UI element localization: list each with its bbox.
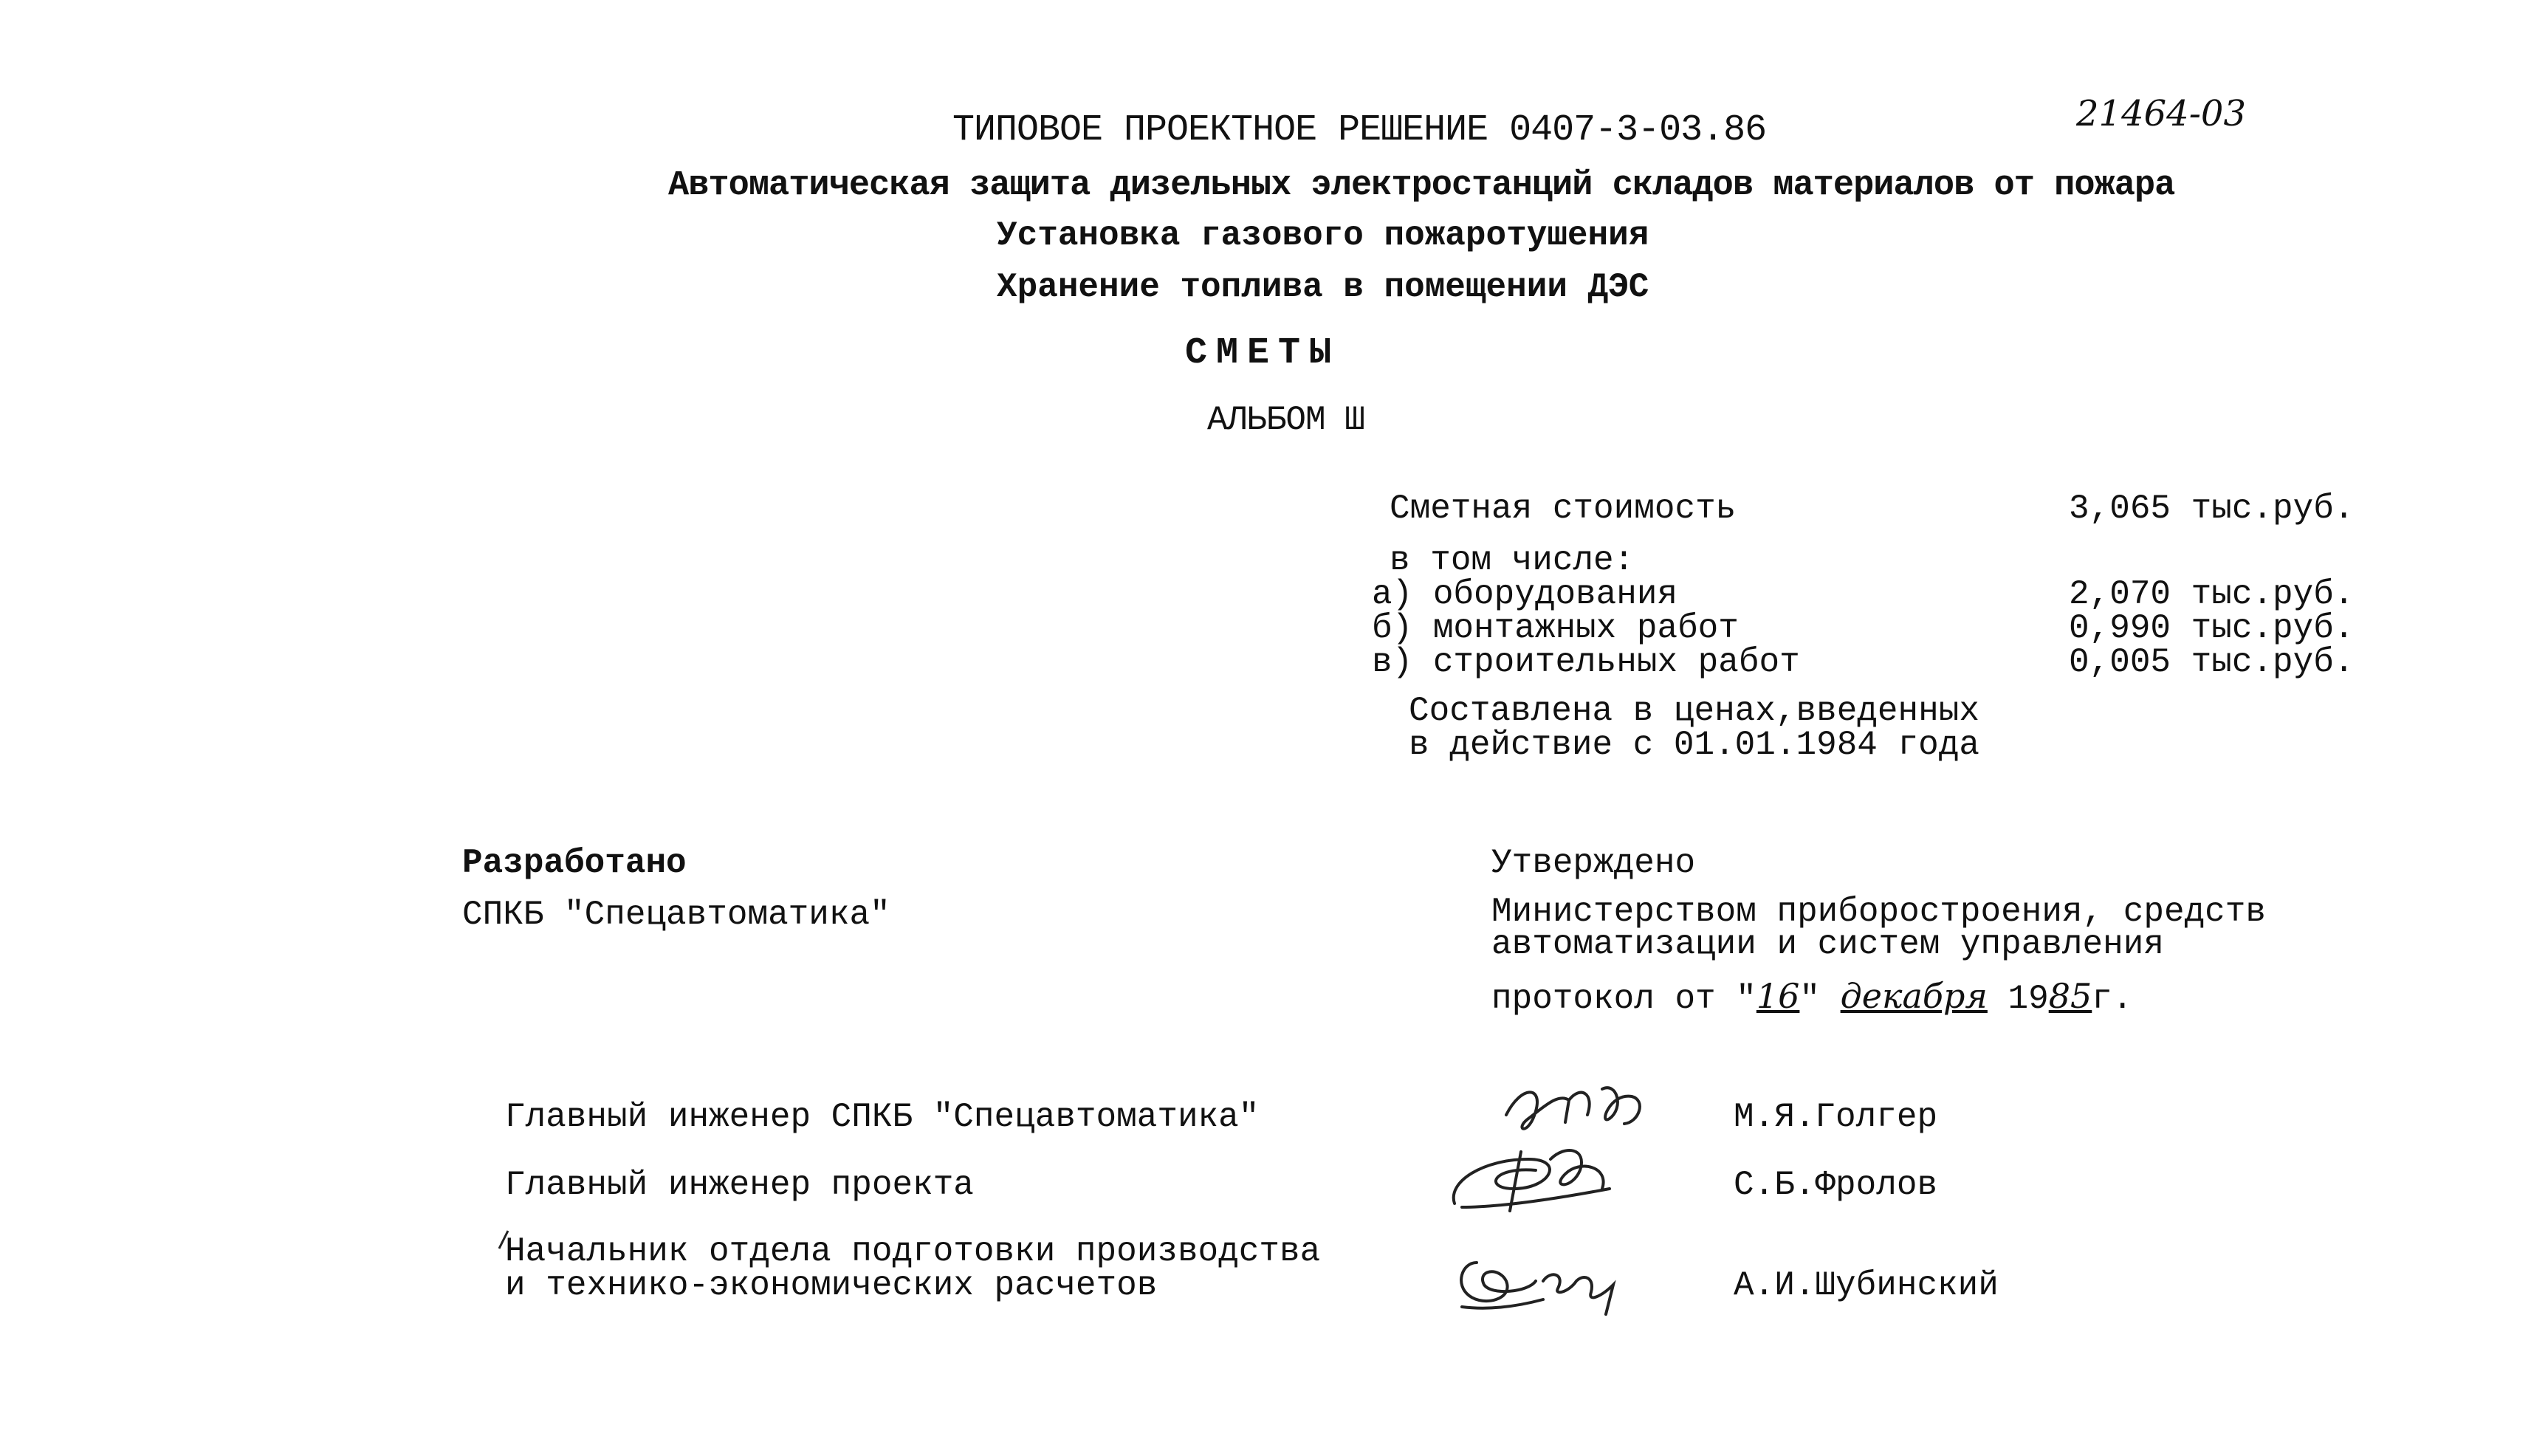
signatory-name: М.Я.Голгер <box>1734 1098 1938 1136</box>
developer-organization: СПКБ "Спецавтоматика" <box>462 896 890 934</box>
handwritten-doc-number: 21464-03 <box>2076 93 2246 134</box>
cost-label: Сметная стоимость <box>1390 490 1737 528</box>
protocol-end: г. <box>2092 980 2133 1018</box>
signatory-role-continued: и технико-экономических расчетов <box>505 1266 1158 1305</box>
cost-item-value: 0,005 тыс.руб. <box>2069 643 2355 681</box>
signatory-role: Начальник отдела подготовки производства <box>505 1232 1321 1271</box>
protocol-day: 16 <box>1756 976 1800 1016</box>
signatory-role: Главный инженер проекта <box>505 1166 974 1204</box>
signatory-role: Главный инженер СПКБ "Спецавтоматика" <box>505 1098 1260 1136</box>
approved-label: Утверждено <box>1491 844 1696 882</box>
prices-note-line-1: Составлена в ценах,введенных <box>1409 692 1979 730</box>
developed-label: Разработано <box>462 844 687 882</box>
cost-item-label: б) монтажных работ <box>1372 609 1739 648</box>
section-heading: СМЕТЫ <box>1185 332 1341 374</box>
signature-golger <box>1499 1078 1661 1137</box>
subtitle-line-2: Установка газового пожаротушения <box>997 216 1649 255</box>
document-subtitle: Автоматическая защита дизельных электростанций складов материалов от пожара <box>668 166 2175 205</box>
protocol-prefix: протокол от " <box>1491 980 1756 1018</box>
signature-frolov <box>1440 1137 1632 1218</box>
cost-item-label: в) строительных работ <box>1372 643 1800 681</box>
protocol-line <box>1491 976 2133 1018</box>
prices-note-line-2: в действие с 01.01.1984 года <box>1409 726 1979 764</box>
document-title: ТИПОВОЕ ПРОЕКТНОЕ РЕШЕНИЕ 0407-3-03.86 <box>952 109 1767 151</box>
including-label: в том числе: <box>1390 541 1635 580</box>
protocol-month: декабря <box>1840 976 1988 1016</box>
approving-body-line-2: автоматизации и систем управления <box>1491 925 2164 964</box>
protocol-year-suffix: 85 <box>2048 976 2092 1016</box>
cost-item-label: а) оборудования <box>1372 575 1678 614</box>
cost-item-value: 0,990 тыс.руб. <box>2069 609 2355 648</box>
cost-item-value: 2,070 тыс.руб. <box>2069 575 2355 614</box>
protocol-year-prefix: 19 <box>2008 980 2049 1018</box>
cost-total: 3,065 тыс.руб. <box>2069 490 2355 528</box>
signatory-name: С.Б.Фролов <box>1734 1166 1938 1204</box>
approving-body-line-1: Министерством приборостроения, средств <box>1491 893 2266 931</box>
margin-tick-mark <box>496 1226 511 1260</box>
signature-shubinsky <box>1447 1240 1632 1322</box>
protocol-quote: " <box>1799 980 1821 1018</box>
subtitle-line-3: Хранение топлива в помещении ДЭС <box>997 268 1649 306</box>
album-label: АЛЬБОМ Ш <box>1207 401 1364 439</box>
signatory-name: А.И.Шубинский <box>1734 1266 1999 1305</box>
